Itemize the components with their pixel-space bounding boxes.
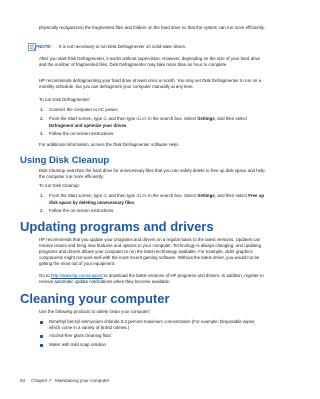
cleaning-bullet-1: Dimethyl benzyl ammonium chloride 0.3 percent maximum concentration (For example: Disposable wipes, which come in a variety of brand names.) [49, 319, 256, 330]
bullet-icon [40, 344, 43, 347]
cleanup-step-1: From the Start screen, type d, and then type disk in the search box. Select Settings, and then select Free up disk space by deleting unnecessary files. [49, 193, 265, 205]
note-text: It is not necessary to run Disk Defragmenter on solid-state drives. [59, 44, 187, 49]
cleaning-bullet-2: Alcohol-free glass cleaning fluid [49, 333, 111, 338]
hp-support-link[interactable]: http://www.hp.com/support [50, 273, 103, 278]
cleaning-intro: Use the following products to safely clean your computer: [39, 309, 151, 314]
defrag-step-3: Follow the on-screen instructions. [49, 131, 115, 136]
updating-paragraph: HP recommends that you update your programs and drivers on a regular basis to the latest versions. Updates can resolve issues and bring new features and options to your computer. Technology is always changing, and updating programs and drivers allows your computer to run the latest technology available. For example, older graphics components might not work well with the most recent gaming software. Without the latest driver, you would not be getting the most out of your equipment. [39, 237, 262, 266]
note-label: NOTE: [38, 44, 52, 49]
defrag-recommendation-paragraph: HP recommends defragmenting your hard drive at least once a month. You may set Disk Defragmenter to run on a monthly schedule, but you can defragment your computer manually at any time. [39, 78, 262, 89]
note-icon [28, 43, 38, 51]
step-number: 1. [40, 193, 44, 198]
cleaning-heading: Cleaning your computer [20, 291, 170, 306]
chapter-title: Chapter 7 Maintaining your computer [31, 378, 110, 383]
defrag-duration-paragraph: After you start Disk Defragmenter, it works without supervision. However, depending on the size of your hard drive and the number of fragmented files, Disk Defragmenter may take more than an hour to complete. [39, 56, 261, 67]
disk-cleanup-heading: Using Disk Cleanup [20, 155, 110, 166]
intro-paragraph: physically reorganizes) the fragmented files and folders on the hard drive so that the system can run more efficiently. [39, 25, 265, 30]
step-number: 1. [40, 107, 44, 112]
step-number: 2. [40, 116, 44, 121]
step-number: 3. [40, 131, 44, 136]
defrag-step-2: From the Start screen, type d, and then type disk in the search box. Select Settings, and then select Defragment and optimize your drives. [49, 116, 247, 128]
updating-download-paragraph: Go to http://www.hp.com/support to download the latest versions of HP programs and drivers. In addition, register to receive automatic update notifications when they become available. [39, 273, 264, 284]
defrag-run-lead: To run Disk Defragmenter: [39, 97, 91, 102]
cleanup-run-lead: To run Disk Cleanup: [39, 183, 80, 188]
cleanup-paragraph: Disk Cleanup searches the hard drive for unnecessary files that you can safely delete to free up disk space and help the computer run more efficiently. [39, 168, 265, 179]
page-footer [20, 378, 109, 384]
updating-heading: Updating programs and drivers [20, 219, 214, 234]
cleanup-step-2: Follow the on-screen instructions. [49, 208, 115, 213]
page-number: 54 [20, 378, 26, 383]
step-number: 2. [40, 208, 44, 213]
cleaning-bullet-3: Water with mild soap solution [49, 342, 106, 347]
defrag-help-paragraph: For additional information, access the Disk Defragmenter software Help. [39, 142, 180, 147]
bullet-icon [40, 335, 43, 338]
note-callout [28, 43, 268, 52]
defrag-step-1: Connect the computer to AC power. [49, 107, 119, 112]
bullet-icon [40, 321, 43, 324]
